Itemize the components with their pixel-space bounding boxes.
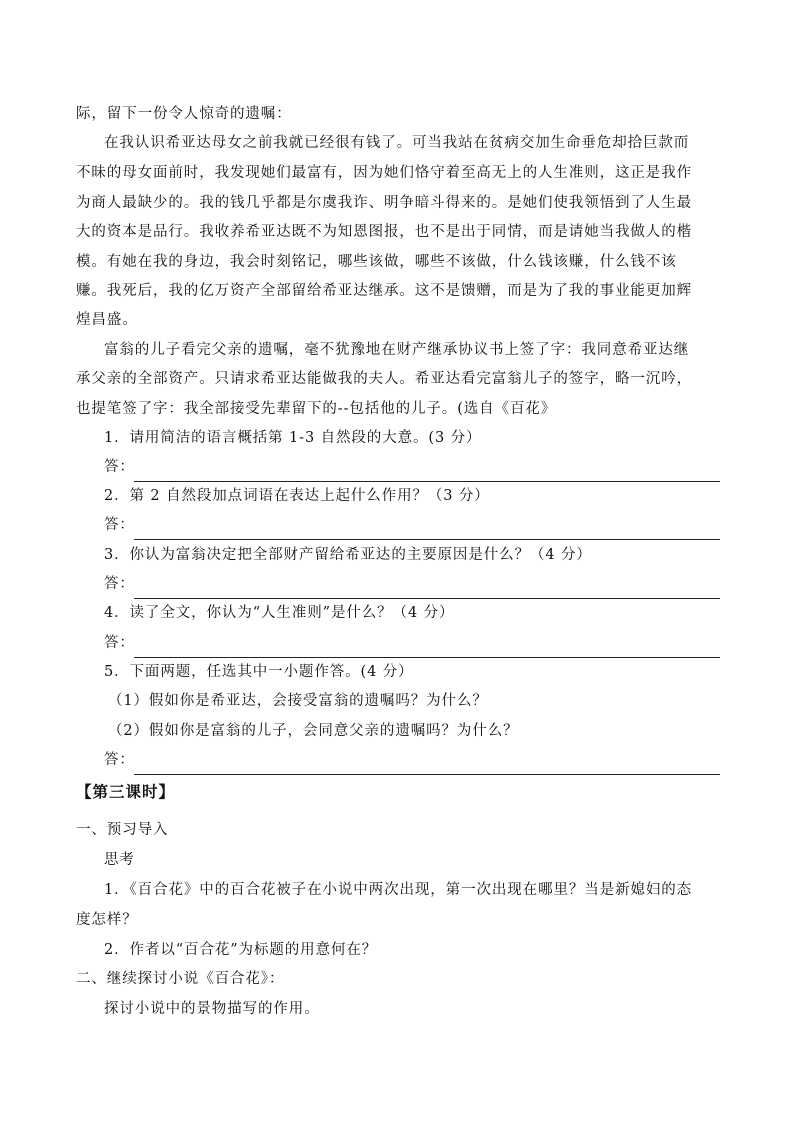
answer-row-1 — [104, 452, 720, 482]
answer-label: 答： — [104, 752, 135, 768]
question-5-option-1: （1）假如你是希亚达，会接受富翁的遗嘱吗？为什么？ — [108, 693, 488, 709]
passage-line: 也提笔签了字：我全部接受先辈留下的--包括他的儿子。(选自《百花》 — [76, 401, 557, 417]
question-5-option-2: （2）假如你是富翁的儿子，会同意父亲的遗嘱吗？为什么？ — [108, 723, 519, 739]
section-part-1: 一、预习导入 — [76, 822, 169, 838]
answer-blank-4[interactable] — [134, 628, 720, 658]
passage-line: 富翁的儿子看完父亲的遗嘱，毫不犹豫地在财产继承协议书上签了字：我同意希亚达继 — [104, 342, 690, 358]
passage-line: 煌昌盛。 — [76, 312, 138, 328]
think-question-1-cont: 度怎样？ — [76, 912, 138, 928]
passage-line: 在我认识希亚达母女之前我就已经很有钱了。可当我站在贫病交加生命垂危却拾巨款而 — [104, 135, 690, 151]
answer-blank-2[interactable] — [134, 510, 720, 540]
answer-row-4 — [104, 628, 720, 658]
answer-blank-5[interactable] — [134, 745, 720, 775]
question-3: 3．你认为富翁决定把全部财产留给希亚达的主要原因是什么？（4 分） — [104, 547, 592, 563]
question-1: 1．请用简洁的语言概括第 1-3 自然段的大意。(3 分） — [104, 430, 482, 446]
answer-blank-1[interactable] — [134, 452, 720, 482]
passage-line: 不昧的母女面前时，我发现她们最富有，因为她们恪守着至高无上的人生准则，这正是我作 — [76, 165, 692, 181]
answer-row-5 — [104, 745, 720, 775]
answer-label: 答： — [104, 459, 135, 475]
answer-label: 答： — [104, 517, 135, 533]
passage-line: 大的资本是品行。我收养希亚达既不为知恩图报，也不是出于同情，而是请她当我做人的楷 — [76, 224, 692, 240]
passage-line: 际，留下一份令人惊奇的遗嘱： — [76, 106, 292, 122]
question-5: 5．下面两题，任选其中一小题作答。(4 分） — [104, 664, 414, 680]
passage-line: 赚。我死后，我的亿万资产全部留给希亚达继承。这不是馈赠，而是为了我的事业能更加辉 — [76, 283, 692, 299]
question-2: 2．第 2 自然段加点词语在表达上起什么作用？（3 分） — [104, 488, 490, 504]
answer-blank-3[interactable] — [134, 569, 720, 599]
answer-row-3 — [104, 569, 720, 599]
question-4: 4．读了全文，你认为“人生准则”是什么？（4 分） — [104, 605, 455, 621]
section-part-2: 二、继续探讨小说《百合花》： — [76, 971, 285, 987]
section-heading: 【第三课时】 — [76, 783, 176, 801]
answer-label: 答： — [104, 635, 135, 651]
think-question-1: 1．《百合花》中的百合花被子在小说中两次出现，第一次出现在哪里？当是新媳妇的态 — [104, 882, 693, 898]
passage-line: 为商人最缺少的。我的钱几乎都是尔虞我诈、明争暗斗得来的。是她们使我领悟到了人生最 — [76, 195, 692, 211]
passage-line: 承父亲的全部资产。只请求希亚达能做我的夫人。希亚达看完富翁儿子的签字，略一沉吟， — [76, 371, 692, 387]
think-label: 思考 — [104, 852, 135, 868]
answer-label: 答： — [104, 576, 135, 592]
answer-row-2 — [104, 510, 720, 540]
think-question-2: 2．作者以“百合花”为标题的用意何在？ — [104, 942, 378, 958]
section-task: 探讨小说中的景物描写的作用。 — [104, 1001, 320, 1017]
passage-line: 模。有她在我的身边，我会时刻铭记，哪些该做，哪些不该做，什么钱该赚，什么钱不该 — [76, 254, 677, 270]
